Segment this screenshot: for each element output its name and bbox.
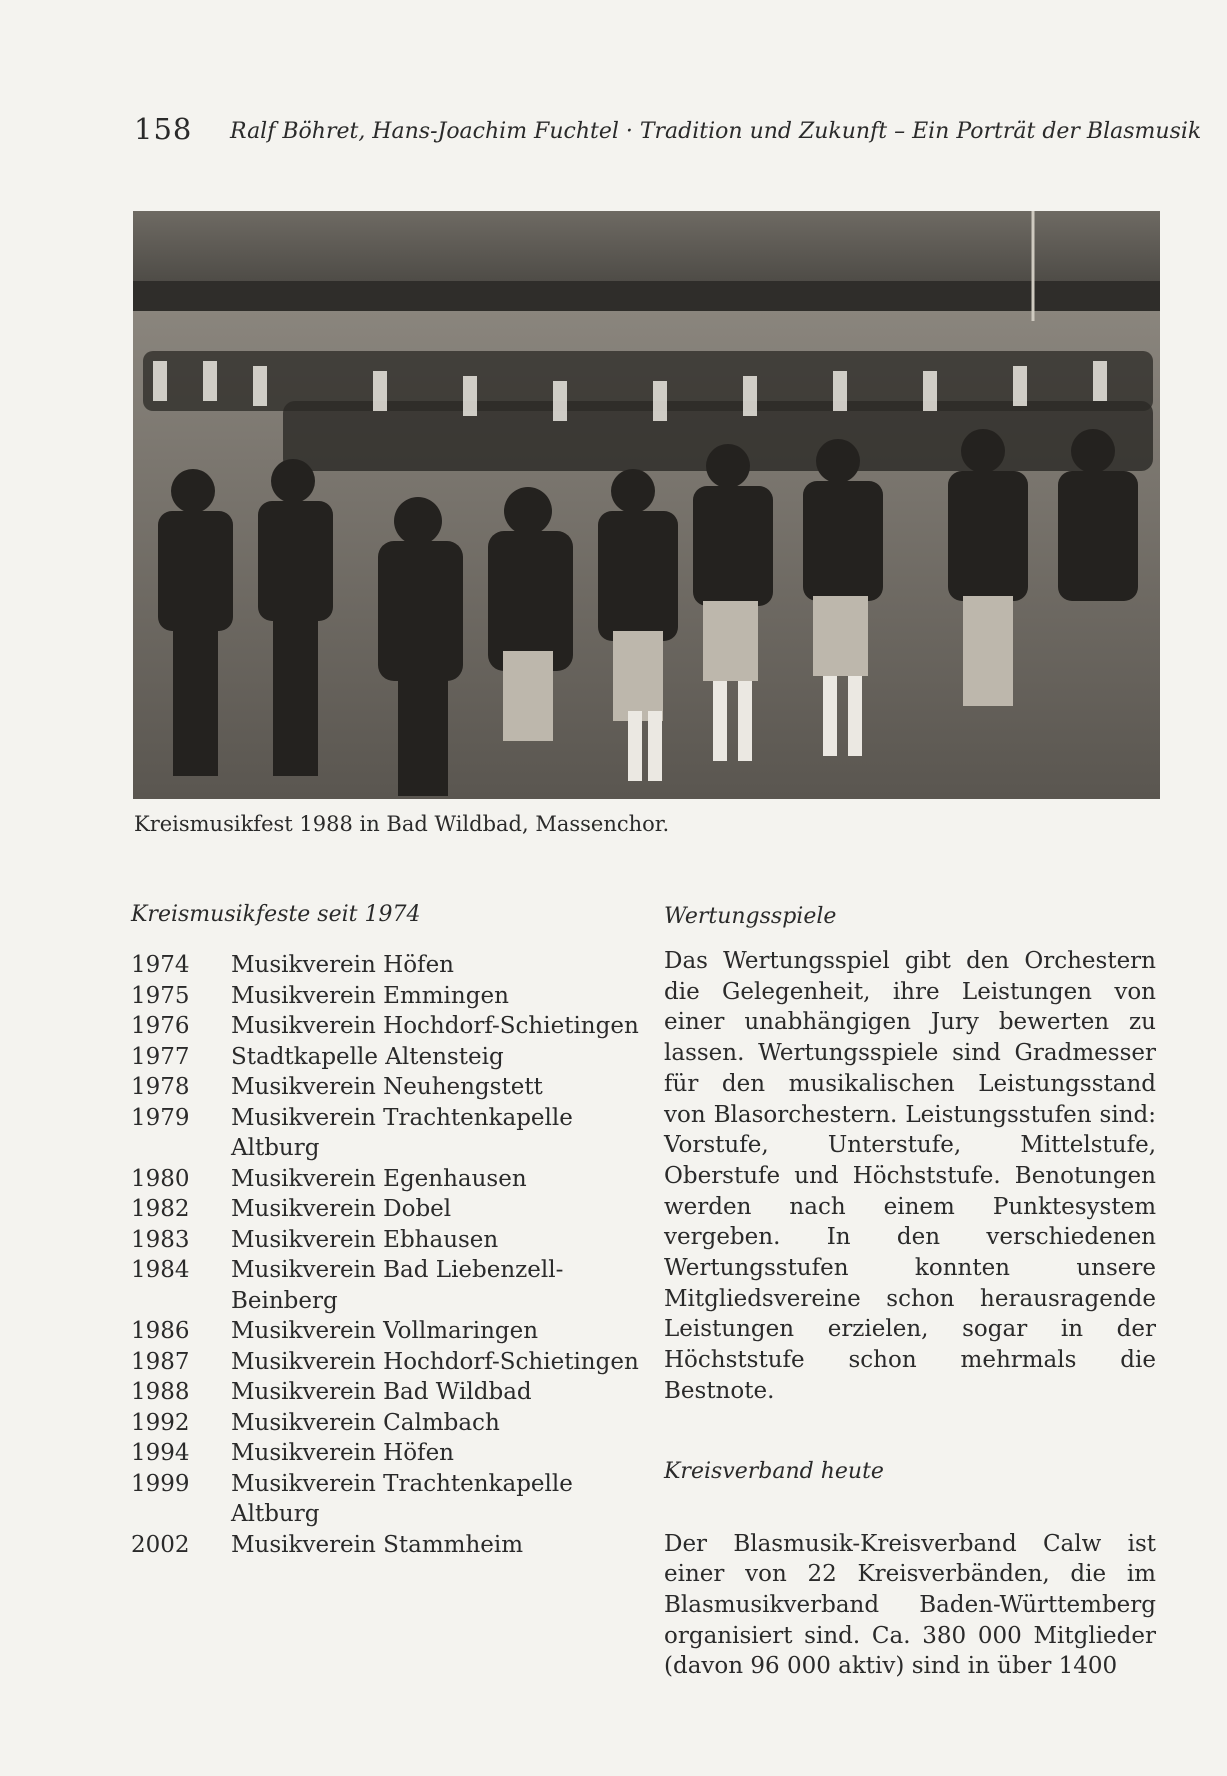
festival-entry xyxy=(131,1011,651,1042)
festival-host: Musikverein Höfen xyxy=(231,952,454,978)
festival-host: Stadtkapelle Altensteig xyxy=(231,1043,504,1070)
festival-host: Musikverein Trachtenkapelle Altburg xyxy=(231,1104,573,1161)
festival-entry xyxy=(131,1225,651,1256)
festival-year: 1975 xyxy=(131,982,190,1009)
festival-entry xyxy=(131,1164,651,1195)
festival-entry xyxy=(131,1530,651,1561)
paragraph-kreisverband: Der Blasmusik-Kreisverband Calw ist einer von 22 Kreisverbänden, die im Blasmusikverband Baden-Württemberg organisiert sind. Ca. 380 000 Mitglieder (davon 96 000 aktiv) sind in über 1400 xyxy=(664,1530,1156,1680)
running-head: Ralf Böhret, Hans-Joachim Fuchtel · Tradition und Zukunft – Ein Porträt der Blasmusik xyxy=(230,119,1202,144)
festival-host: Musikverein Hochdorf-Schietingen xyxy=(231,1348,639,1375)
festival-year: 1984 xyxy=(131,1257,190,1283)
page-header xyxy=(134,112,1202,152)
band-photo xyxy=(133,211,1160,799)
text-column xyxy=(664,902,1156,1682)
band-photo-illustration xyxy=(133,211,1160,799)
festival-year: 1986 xyxy=(131,1318,190,1344)
festival-year: 1999 xyxy=(131,1470,190,1497)
festival-list-title: Kreismusikfeste seit 1974 xyxy=(131,902,421,927)
festival-entry xyxy=(131,1072,651,1103)
festival-host: Musikverein Stammheim xyxy=(231,1531,524,1558)
festival-year: 1980 xyxy=(131,1165,190,1192)
festival-entry xyxy=(131,1347,651,1378)
festival-year: 1987 xyxy=(131,1348,190,1375)
festival-list-column xyxy=(131,900,651,1560)
festival-year: 1978 xyxy=(131,1074,190,1100)
festival-host: Musikverein Dobel xyxy=(231,1196,452,1222)
festival-host: Musikverein Emmingen xyxy=(231,982,509,1009)
section-title-kreisverband: Kreisverband heute xyxy=(664,1458,884,1484)
photo-caption: Kreismusikfest 1988 in Bad Wildbad, Massenchor. xyxy=(134,812,670,836)
festival-host: Musikverein Ebhausen xyxy=(231,1226,499,1253)
festival-entry xyxy=(131,1438,651,1469)
festival-year: 1982 xyxy=(131,1196,190,1222)
festival-host: Musikverein Vollmaringen xyxy=(231,1318,539,1344)
festival-year: 1976 xyxy=(131,1013,190,1039)
festival-year: 1992 xyxy=(131,1409,190,1436)
page-number: 158 xyxy=(134,112,193,146)
festival-year: 1977 xyxy=(131,1043,190,1070)
festival-list xyxy=(131,950,651,1560)
festival-year: 1974 xyxy=(131,952,190,978)
festival-year: 1979 xyxy=(131,1104,190,1131)
festival-year: 1994 xyxy=(131,1440,190,1466)
festival-host: Musikverein Calmbach xyxy=(231,1409,500,1436)
festival-host: Musikverein Bad Liebenzell-Beinberg xyxy=(231,1257,564,1314)
festival-entry xyxy=(131,1316,651,1347)
festival-host: Musikverein Egenhausen xyxy=(231,1165,527,1192)
section-title-wertungsspiele: Wertungsspiele xyxy=(664,904,837,929)
paragraph-wertungsspiele: Das Wertungsspiel gibt den Orchestern die Gelegenheit, ihre Leistungen von einer unabhängigen Jury bewerten zu lassen. Wertungsspiele sind Gradmesser für den musikalischen Leistungsstand von Blasorchestern. Leistungsstufen sind: Vorstufe, Unterstufe, Mittelstufe, Oberstufe und Höchststufe. Benotungen werden nach einem Punktesystem vergeben. In den verschiedenen Wertungsstufen konnten unsere Mitgliedsvereine schon herausragende Leistungen erzielen, sogar in der Höchststufe schon mehrmals die Bestnote. xyxy=(664,948,1156,1404)
festival-entry xyxy=(131,1469,651,1530)
festival-entry xyxy=(131,1408,651,1439)
festival-year: 1983 xyxy=(131,1226,190,1253)
festival-host: Musikverein Hochdorf-Schietingen xyxy=(231,1013,639,1039)
festival-year: 1988 xyxy=(131,1379,190,1405)
festival-entry xyxy=(131,1377,651,1408)
festival-entry xyxy=(131,1194,651,1225)
festival-entry xyxy=(131,1103,651,1164)
festival-host: Musikverein Trachtenkapelle Altburg xyxy=(231,1470,573,1527)
festival-host: Musikverein Neuhengstett xyxy=(231,1074,543,1100)
festival-entry xyxy=(131,1042,651,1073)
festival-host: Musikverein Höfen xyxy=(231,1440,454,1466)
festival-year: 2002 xyxy=(131,1531,190,1558)
festival-entry xyxy=(131,950,651,981)
festival-entry xyxy=(131,981,651,1012)
festival-host: Musikverein Bad Wildbad xyxy=(231,1379,532,1405)
festival-entry xyxy=(131,1255,651,1316)
